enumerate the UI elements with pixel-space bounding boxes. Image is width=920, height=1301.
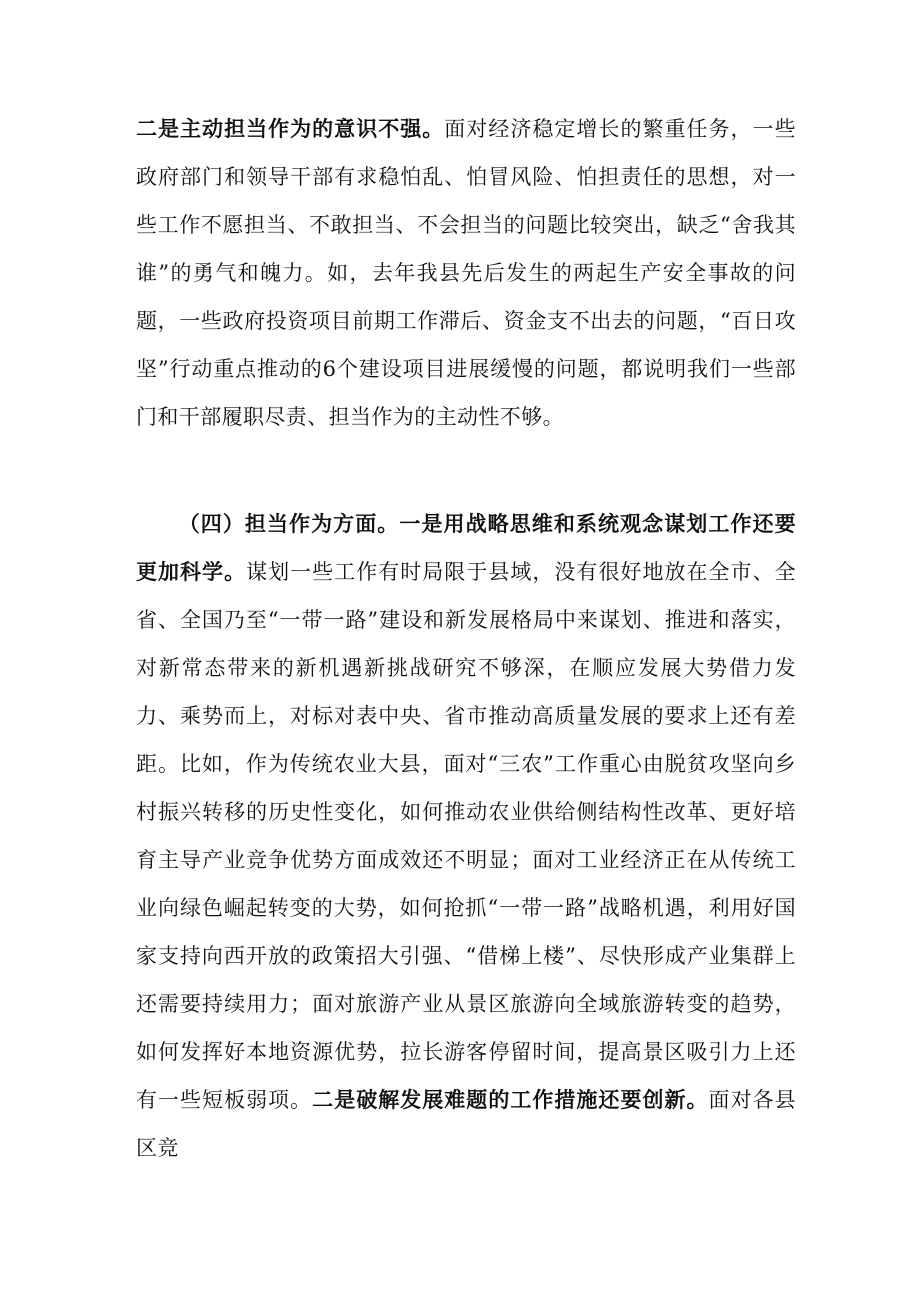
paragraph-lead-heading: 二是主动担当作为的意识不强。: [136, 116, 445, 141]
paragraph-body-tail: 面对各县区竞: [136, 1088, 797, 1160]
paragraph-body: 谋划一些工作有时局限于县域，没有很好地放在全市、全省、全国乃至“一带一路”建设和新发展格局中来谋划、推进和落实，对新常态带来的新机遇新挑战研究不够深，在顺应发展大势借力发力、乘势而上，对标对表中央、省市推动高质量发展的要求上还有差距。比如，作为传统农业大县，面对“三农”工作重心由脱贫攻坚向乡村振兴转移的历史性变化，如何推动农业供给侧结构性改革、更好培育主导产业竞争优势方面成效还不明显；面对工业经济正在从传统工业向绿色崛起转变的大势，如何抢抓“一带一路”战略机遇，利用好国家支持向西开放的政策招大引强、“借梯上楼”、尽快形成产业集群上还需要持续用力；面对旅游产业从景区旅游向全域旅游转变的趋势，如何发挥好本地资源优势，拉长游客停留时间，提高景区吸引力上还有一些短板弱项。: [136, 560, 797, 1112]
paragraph-body: 面对经济稳定增长的繁重任务，一些政府部门和领导干部有求稳怕乱、怕冒风险、怕担责任的思想，对一些工作不愿担当、不敢担当、不会担当的问题比较突出，缺乏“舍我其谁”的勇气和魄力。如，去年我县先后发生的两起生产安全事故的问题，一些政府投资项目前期工作滞后、资金支不出去的问题，“百日攻坚”行动重点推动的6个建设项目进展缓慢的问题，都说明我们一些部门和干部履职尽责、担当作为的主动性不够。: [136, 117, 796, 429]
paragraph-responsibility: [136, 500, 796, 1172]
paragraph-initiative: [136, 105, 796, 441]
subpoint-heading: 二是破解发展难题的工作措施还要创新。: [312, 1087, 709, 1112]
section-heading: （四）担当作为方面。一是用战略思维和系统观念谋划工作还要更加科学。: [136, 511, 796, 584]
